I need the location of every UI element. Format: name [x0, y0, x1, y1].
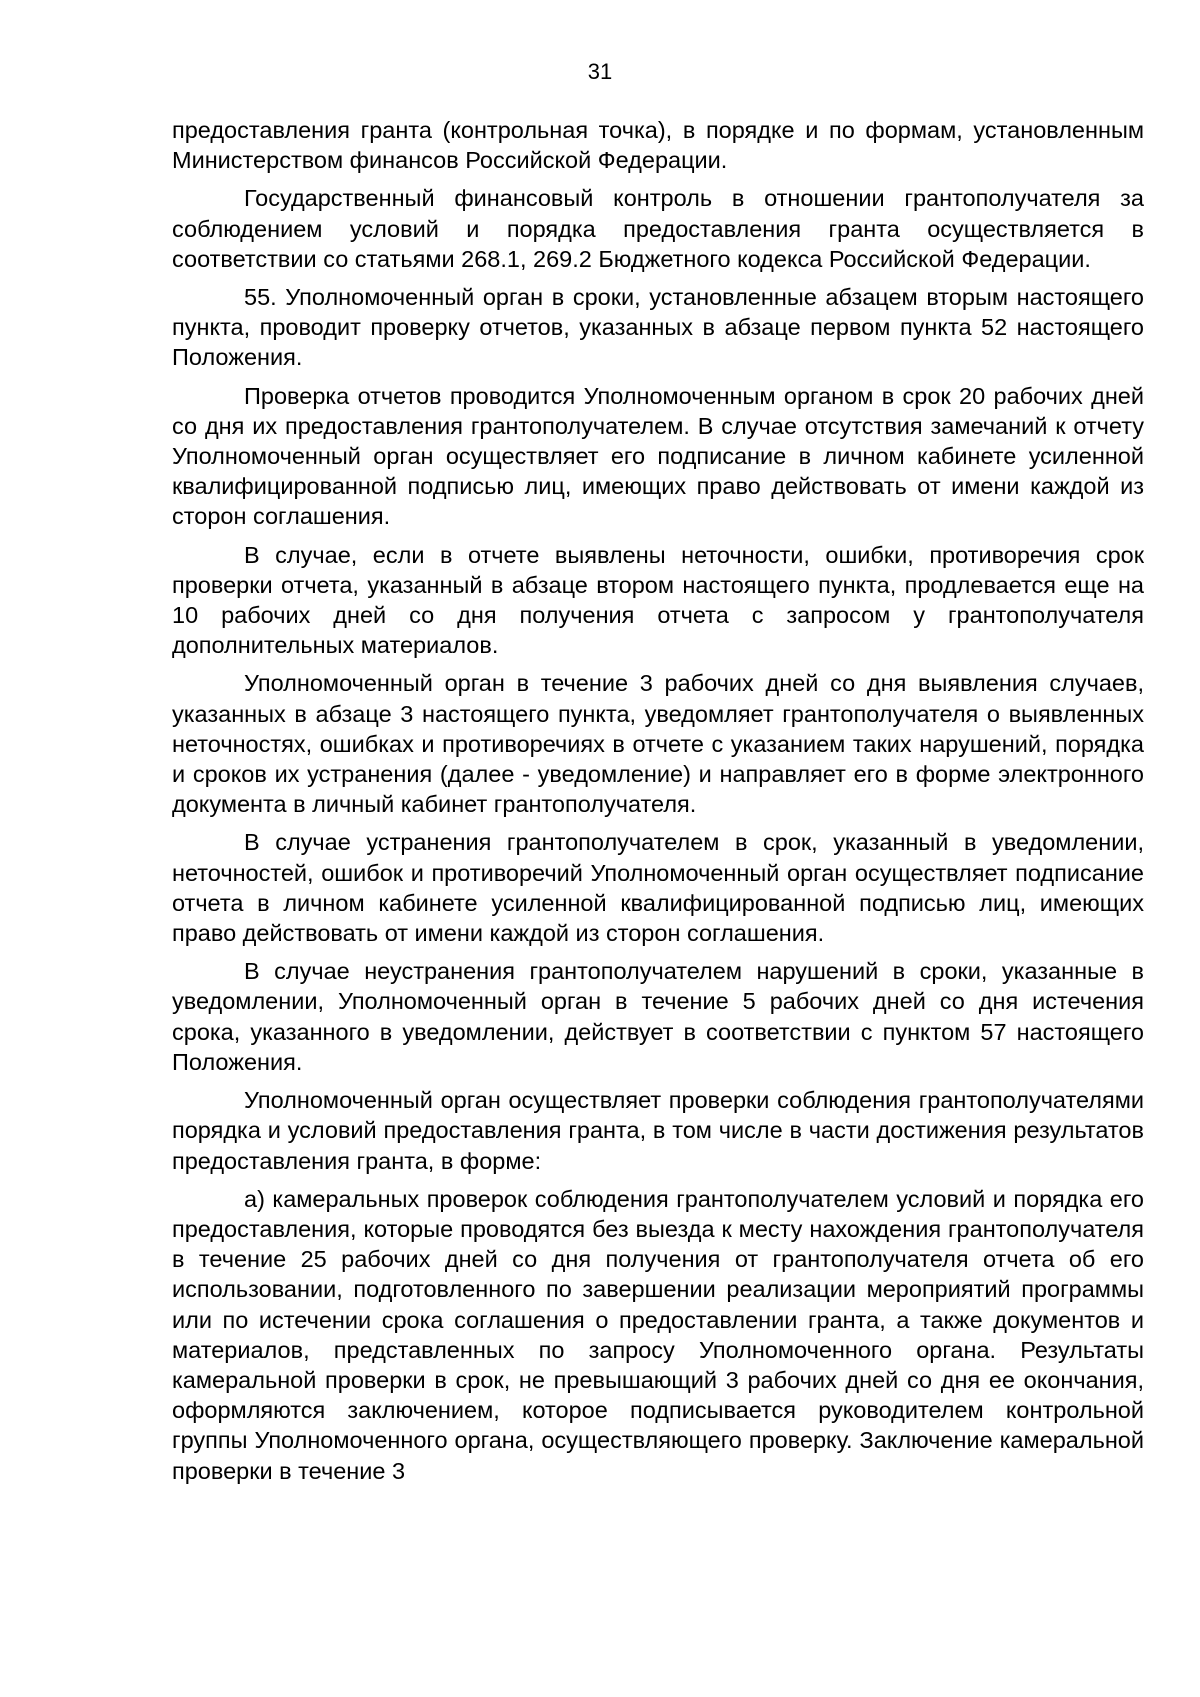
paragraph: В случае устранения грантополучателем в срок, указанный в уведомлении, неточностей, ошибок и противоречий Уполномоченный орган осуществляет подписание отчета в личном кабинете усиленной квалифицированной подписью лиц, имеющих право действовать от имени каждой из сторон соглашения. [172, 829, 1144, 947]
paragraph: В случае неустранения грантополучателем нарушений в сроки, указанные в уведомлении, Уполномоченный орган в течение 5 рабочих дней со дня истечения срока, указанного в уведомлении, действует в соответствии с пунктом 57 настоящего Положения. [172, 958, 1144, 1075]
paragraph: 55. Уполномоченный орган в сроки, установленные абзацем вторым настоящего пункта, проводит проверку отчетов, указанных в абзаце первом пункта 52 настоящего Положения. [172, 284, 1144, 371]
paragraph: Проверка отчетов проводится Уполномоченным органом в срок 20 рабочих дней со дня их предоставления грантополучателем. В случае отсутствия замечаний к отчету Уполномоченный орган осуществляет его подписание в личном кабинете усиленной квалифицированной подписью лиц, имеющих право действовать от имени каждой из сторон соглашения. [172, 382, 1144, 530]
document-body [172, 115, 1144, 1494]
page-number: 31 [587, 59, 613, 84]
paragraph: Уполномоченный орган в течение 3 рабочих дней со дня выявления случаев, указанных в абзаце 3 настоящего пункта, уведомляет грантополучателя о выявленных неточностях, ошибках и противоречиях в отчете с указанием таких нарушений, порядка и сроков их устранения (далее - уведомление) и направляет его в форме электронного документа в личный кабинет грантополучателя. [172, 670, 1144, 818]
paragraph: а) камеральных проверок соблюдения грантополучателем условий и порядка его предоставления, которые проводятся без выезда к месту нахождения грантополучателя в течение 25 рабочих дней со дня получения от грантополучателя отчета об его использовании, подготовленного по завершении реализации мероприятий программы или по истечении срока соглашения о предоставлении гранта, а также документов и материалов, представленных по запросу Уполномоченного органа. Результаты камеральной проверки в срок, не превышающий 3 рабочих дней со дня ее окончания, оформляются заключением, которое подписывается руководителем контрольной группы Уполномоченного органа, осуществляющего проверку. Заключение камеральной проверки в течение 3 [172, 1185, 1144, 1484]
paragraph: В случае, если в отчете выявлены неточности, ошибки, противоречия срок проверки отчета, указанный в абзаце втором настоящего пункта, продлевается еще на 10 рабочих дней со дня получения отчета с запросом у грантополучателя дополнительных материалов. [172, 541, 1144, 659]
paragraph: предоставления гранта (контрольная точка), в порядке и по формам, установленным Министерством финансов Российской Федерации. [172, 117, 1144, 174]
paragraph: Государственный финансовый контроль в отношении грантополучателя за соблюдением условий и порядка предоставления гранта осуществляется в соответствии со статьями 268.1, 269.2 Бюджетного кодекса Российской Федерации. [172, 185, 1144, 272]
paragraph: Уполномоченный орган осуществляет проверки соблюдения грантополучателями порядка и условий предоставления гранта, в том числе в части достижения результатов предоставления гранта, в форме: [172, 1087, 1144, 1174]
